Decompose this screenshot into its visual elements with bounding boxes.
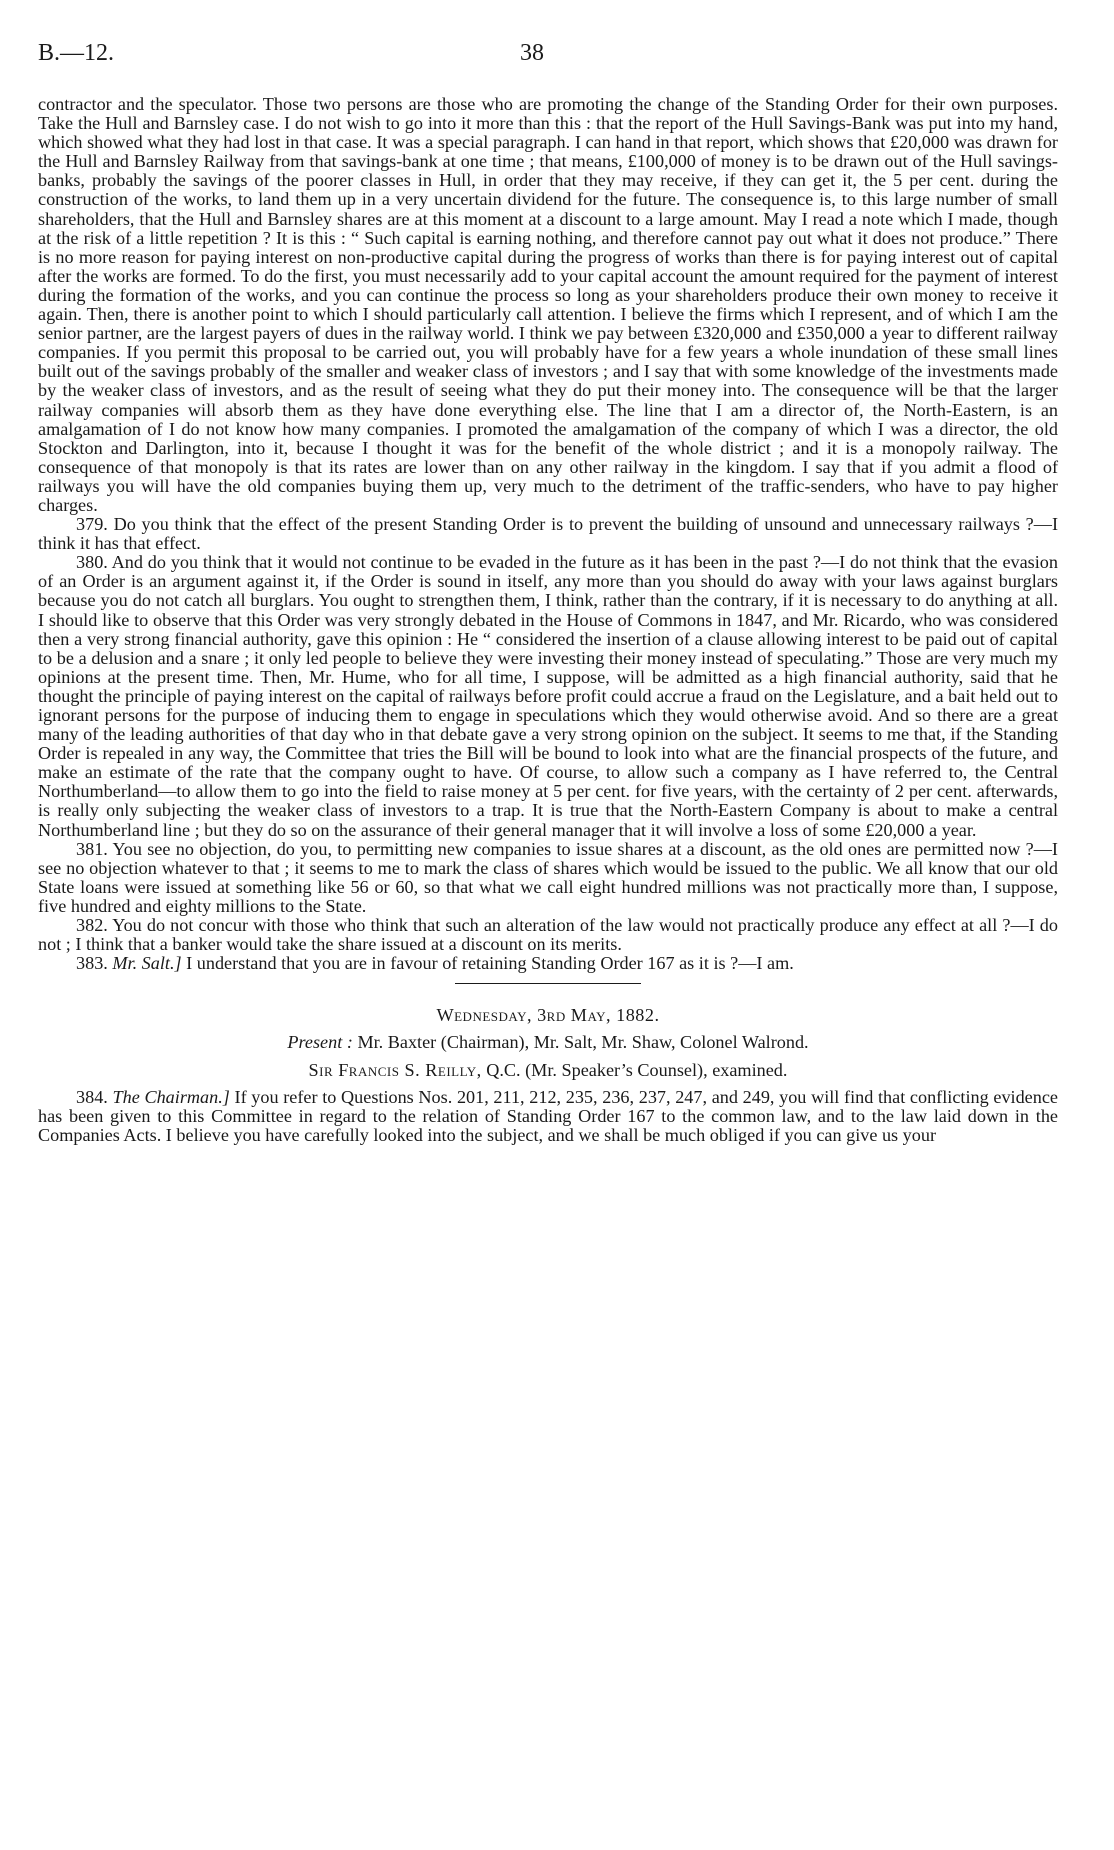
question-382: 382. You do not concur with those who think that such an alteration of the law would not practically produce any effect at all ?—I do not ; I think that a banker would take the share issued at a discount on its merits. bbox=[38, 915, 1058, 955]
witness-line bbox=[38, 1061, 1058, 1080]
present-members: Mr. Baxter (Chairman), Mr. Salt, Mr. Shaw, Colonel Walrond. bbox=[352, 1032, 809, 1053]
question-speaker: Mr. Salt.] bbox=[112, 953, 182, 974]
present-line bbox=[38, 1033, 1058, 1052]
question-384 bbox=[38, 1088, 1058, 1145]
question-381: 381. You see no objection, do you, to permitting new companies to issue shares at a discount, as the old ones are permitted now ?—I see no objection whatever to that ; it seems to me to mark the class of shares which would be issued to the public. We all know that our old State loans were issued at something like 56 or 60, so that what we call eight hundred millions was not practically more than, I suppose, five hundred and eighty millions to the State. bbox=[38, 838, 1058, 916]
session-date: Wednesday, 3rd May, 1882. bbox=[436, 1005, 660, 1026]
section-divider bbox=[455, 983, 641, 984]
intro-paragraph: contractor and the speculator. Those two persons are those who are promoting the change of the Standing Order for their own purposes. Take the Hull and Barnsley case. I do not wish to go into it more than this : that the report of the Hull Savings-Bank was put into my hand, which showed what they had lost in that case. It was a special paragraph. I can hand in that report, which shows that £20,000 was drawn for the Hull and Barnsley Railway from that savings-bank at one time ; that means, £100,000 of money is to be drawn out of the Hull savings-banks, probably the savings of the poorer classes in Hull, in order that they may receive, if they can get it, the 5 per cent. during the construction of the works, to land them up in a very uncertain dividend for the future. The consequence is, to this large number of small shareholders, that the Hull and Barnsley shares are at this moment at a discount to a large amount. May I read a note which I made, though at the risk of a little repetition ? It is this : “ Such capital is earning nothing, and therefore cannot pay out what it does not produce.” There is no more reason for paying interest on non-productive capital during the progress of works than there is for paying interest out of capital after the works are formed. To do the first, you must necessarily add to your capital account the amount required for the payment of interest during the formation of the works, and you can continue the process so long as your shareholders produce their own money to receive it again. Then, there is another point to which I should particularly call attention. I believe the firms which I represent, and of which I am the senior partner, are the largest payers of dues in the railway world. I think we pay between £320,000 and £350,000 a year to different railway companies. If you permit this proposal to be carried out, you will probably have for a few years a whole inundation of these small lines built out of the savings probably of the smaller and weaker class of investors ; and I say that with some knowledge of the investments made by the weaker class of investors, and as the result of seeing what they do put their money into. The consequence will be that the larger railway companies will absorb them as they have done everything else. The line that I am a director of, the North-Eastern, is an amalgamation of I do not know how many companies. I promoted the amalgamation of the company of which I was a director, the old Stockton and Darlington, into it, because I thought it was for the benefit of the whole district ; and it is a monopoly railway. The consequence of that monopoly is that its rates are lower than on any other railway in the kingdom. I say that if you admit a flood of railways you will have the old companies buying them up, very much to the detriment of the traffic-senders, who have to pay higher charges. bbox=[38, 94, 1058, 515]
question-speaker: The Chairman.] bbox=[112, 1086, 230, 1107]
present-label: Present : bbox=[287, 1032, 353, 1053]
document-body bbox=[38, 95, 1058, 1145]
question-number: 383. bbox=[76, 953, 108, 974]
witness-role: Q.C. (Mr. Speaker’s Counsel), examined. bbox=[481, 1059, 788, 1080]
question-380: 380. And do you think that it would not continue to be evaded in the future as it has been in the past ?—I do not think that the evasion of an Order is an argument against it, if the Order is sound in itself, any more than you should do away with your laws against burglars because you do not catch all burglars. You ought to strengthen them, I think, rather than the contrary, if it is necessary to do anything at all. I should like to observe that this Order was very strongly debated in the House of Commons in 1847, and Mr. Ricardo, who was considered then a very strong financial authority, gave this opinion : He “ considered the insertion of a clause allowing interest to be paid out of capital to be a delusion and a snare ; it only led people to believe they were investing their money instead of speculating.” Those are very much my opinions at the present time. Then, Mr. Hume, who for all time, I suppose, will be admitted as a high financial authority, said that he thought the principle of paying interest on the capital of railways before profit could accrue a fraud on the Legislature, and a bait held out to ignorant persons for the purpose of inducing them to engage in speculations which they would otherwise avoid. And so there are a great many of the leading authorities of that day who in that debate gave a very strong opinion on the subject. It seems to me that, if the Standing Order is repealed in any way, the Committee that tries the Bill will be bound to look into what are the financial prospects of the future, and make an estimate of the rate that the company ought to have. Of course, to allow such a company as I have referred to, the Central Northumberland—to allow them to go into the field to raise money at 5 per cent. for five years, with the certainty of 2 per cent. afterwards, is really only subjecting the weaker class of investors to a trap. It is true that the North-Eastern Company is about to make a central Northumberland line ; but they do so on the assurance of their general manager that it will involve a loss of some £20,000 a year. bbox=[38, 552, 1058, 840]
question-383 bbox=[38, 954, 1058, 973]
question-379: 379. Do you think that the effect of the present Standing Order is to prevent the building of unsound and unnecessary railways ?—I think it has that effect. bbox=[38, 514, 1058, 554]
witness-name: Sir Francis S. Reilly, bbox=[308, 1059, 482, 1080]
page-number: 38 bbox=[520, 40, 544, 66]
question-text: I understand that you are in favour of retaining Standing Order 167 as it is ?—I am. bbox=[181, 953, 794, 974]
question-number: 384. bbox=[76, 1086, 108, 1107]
question-text: If you refer to Questions Nos. 201, 211, 212, 235, 236, 237, 247, and 249, you will find that conflicting evidence has been given to this Committee in regard to the relation of Standing Order 167 to the common law, and to the law laid down in the Companies Acts. I believe you have carefully looked into the subject, and we shall be much obliged if you can give us your bbox=[38, 1086, 1058, 1145]
document-reference: B.—12. bbox=[38, 40, 115, 66]
